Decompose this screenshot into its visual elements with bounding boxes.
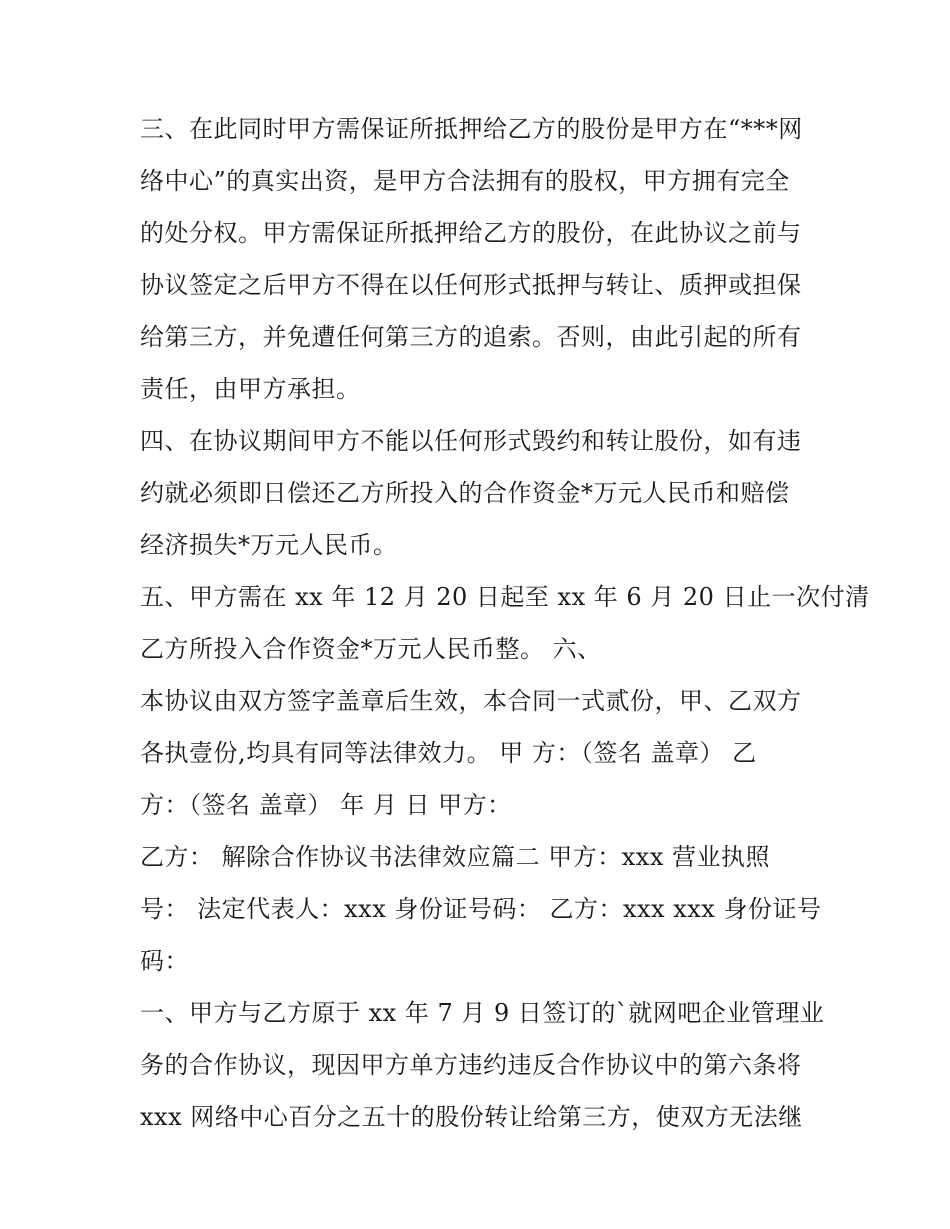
text-line: 的处分权。甲方需保证所抵押给乙方的股份，在此协议之前与 (140, 219, 802, 247)
text-line: 一、甲方与乙方原于 xx 年 7 月 9 日签订的`就网吧企业管理业 (140, 999, 825, 1027)
text-line: xxx 网络中心百分之五十的股份转让给第三方，使双方无法继 (140, 1103, 803, 1131)
text-line: 协议签定之后甲方不得在以任何形式抵押与转让、质押或担保 (140, 271, 802, 299)
text-line: 给第三方，并免遭任何第三方的追索。否则，由此引起的所有 (140, 323, 802, 351)
text-line: 方：（签名 盖章） 年 月 日 甲方： (140, 791, 512, 819)
text-line: 码： (140, 947, 189, 975)
text-line: 约就必须即日偿还乙方所投入的合作资金*万元人民币和赔偿 (140, 479, 790, 507)
text-line: 络中心”的真实出资，是甲方合法拥有的股权，甲方拥有完全 (140, 167, 790, 195)
text-line: 经济损失*万元人民币。 (140, 531, 398, 559)
text-line: 责任，由甲方承担。 (140, 375, 361, 403)
text-line: 乙方： 解除合作协议书法律效应篇二 甲方：xxx 营业执照 (140, 843, 770, 871)
text-line: 本协议由双方签字盖章后生效，本合同一式贰份，甲、乙双方 (140, 687, 802, 715)
text-line: 五、甲方需在 xx 年 12 月 20 日起至 xx 年 6 月 20 日止一次付清 (140, 583, 870, 611)
text-line: 务的合作协议，现因甲方单方违约违反合作协议中的第六条将 (140, 1051, 802, 1079)
text-line: 号： 法定代表人：xxx 身份证号码： 乙方：xxx xxx 身份证号 (140, 895, 822, 923)
text-line: 乙方所投入合作资金*万元人民币整。 六、 (140, 635, 602, 663)
text-line: 四、在协议期间甲方不能以任何形式毁约和转让股份，如有违 (140, 427, 802, 455)
text-line: 各执壹份,均具有同等法律效力。 甲 方：（签名 盖章） 乙 (140, 739, 757, 767)
text-line: 三、在此同时甲方需保证所抵押给乙方的股份是甲方在“***网 (140, 115, 803, 143)
